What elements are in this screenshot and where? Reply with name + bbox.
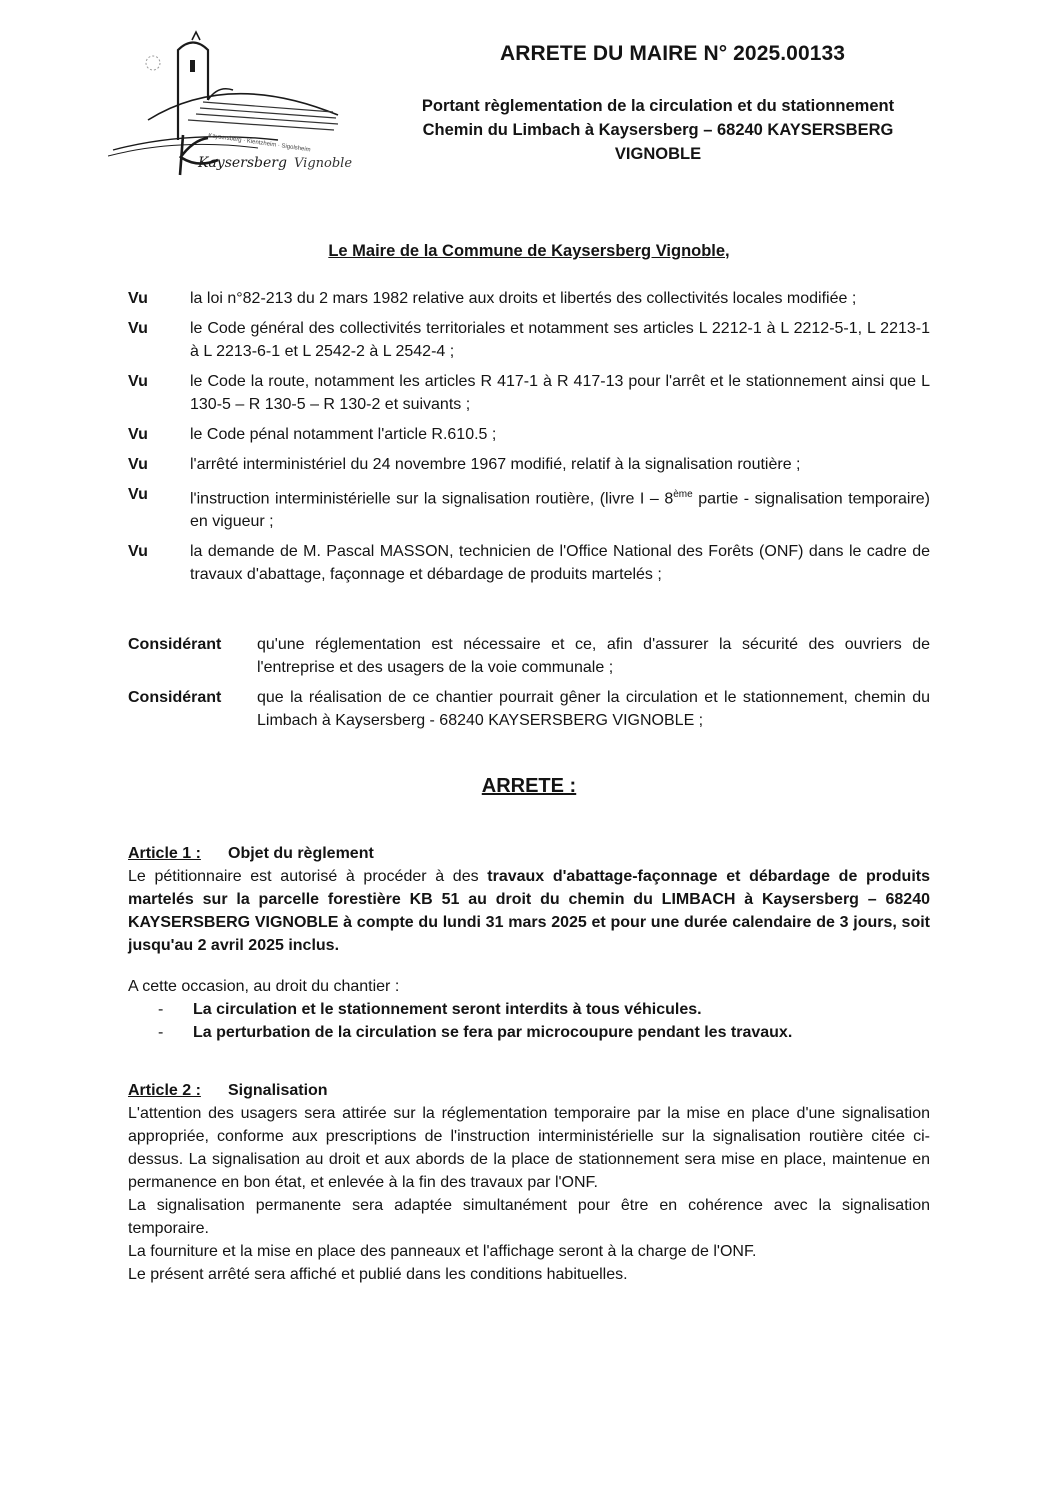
- arrete-heading: ARRETE :: [481, 775, 577, 797]
- considerant-text: qu'une réglementation est nécessaire et ce, afin d'assurer la sécurité des ouvriers de l'entreprise et des usagers de la voie communale ;: [257, 636, 930, 676]
- subtitle-line: Chemin du Limbach à Kaysersberg – 68240 KAYSERSBERG: [422, 121, 894, 139]
- vu-text: la loi n°82-213 du 2 mars 1982 relative aux droits et libertés des collectivités locales modifiée ;: [190, 290, 857, 307]
- considerant-label: Considérant: [128, 636, 222, 653]
- vu-item: [128, 423, 930, 446]
- vu-label: Vu: [128, 543, 148, 561]
- bullet-item: - La perturbation de la circulation se fera par microcoupure pendant les travaux.: [128, 1021, 930, 1044]
- vu-label: Vu: [128, 320, 148, 337]
- considerant-item: [128, 686, 930, 732]
- vu-label: Vu: [128, 373, 148, 390]
- bullet-item: - La circulation et le stationnement seront interdits à tous véhicules.: [128, 998, 930, 1021]
- article-paragraph: La fourniture et la mise en place des panneaux et l'affichage seront à la charge de l'ONF.: [128, 1243, 757, 1260]
- article-paragraph: Le pétitionnaire est autorisé à procéder à des travaux d'abattage-façonnage et débardage de produits martelés sur la parcelle forestière KB 51 au droit du chemin du LIMBACH à Kaysersberg – 68240 KAYSERSBERG VIGNOBLE à compte du lundi 31 mars 2025 et pour une durée calendaire de 3 jours, soit jusqu'au 2 avril 2025 inclus.: [128, 868, 931, 954]
- vu-list: [128, 287, 930, 593]
- article-number: Article 2 :: [128, 1082, 201, 1099]
- article-heading: [128, 1079, 930, 1102]
- vu-label: Vu: [128, 290, 148, 307]
- vu-item: [128, 483, 930, 533]
- kaysersberg-vignoble-logo-icon: [108, 30, 370, 180]
- logo-brand: Vignoble: [294, 156, 353, 171]
- considerant-text: que la réalisation de ce chantier pourrait gêner la circulation et le stationnement, chemin du Limbach à Kaysersberg - 68240 KAYSERSBERG VIGNOBLE ;: [257, 689, 930, 729]
- article-2: [128, 1079, 930, 1286]
- article-1: [128, 842, 930, 1044]
- logo-town: Kaysersberg: [198, 155, 287, 171]
- vu-label: Vu: [128, 426, 148, 443]
- vu-text: le Code la route, notamment les articles R 417-1 à R 417-13 pour l'arrêt et le stationnement ainsi que L 130-5 – R 130-5 – R 130-2 et suivants ;: [190, 373, 930, 413]
- vu-text: l'instruction interministérielle sur la signalisation routière, (livre I – 8ème partie - signalisation temporaire) en vigueur ;: [190, 489, 930, 531]
- considerant-item: [128, 633, 930, 679]
- vu-item: [128, 370, 930, 416]
- vu-text: l'arrêté interministériel du 24 novembre 1967 modifié, relatif à la signalisation routière ;: [190, 456, 801, 473]
- vu-text: le Code général des collectivités territoriales et notamment ses articles L 2212-1 à L 2212-5-1, L 2213-1 à L 2213-6-1 et L 2542-2 à L 2542-4 ;: [190, 320, 930, 360]
- article-paragraph: La signalisation permanente sera adaptée simultanément pour être en cohérence avec la signalisation temporaire.: [128, 1197, 930, 1237]
- article-number: Article 1 :: [128, 845, 201, 862]
- subtitle-line: Portant règlementation de la circulation et du stationnement: [421, 97, 895, 115]
- vu-label: Vu: [128, 456, 148, 473]
- considerant-list: [128, 633, 930, 739]
- logo-villages: Kaysersberg · Kientzheim · Sigolsheim: [207, 133, 311, 154]
- vu-item: [128, 317, 930, 363]
- authority-heading: Le Maire de la Commune de Kaysersberg Vignoble,: [328, 242, 730, 260]
- document-subtitle: [385, 94, 931, 166]
- article-title: Signalisation: [228, 1082, 328, 1099]
- bullet-list: [128, 998, 930, 1044]
- commune-logo: [108, 30, 370, 180]
- article-heading: [128, 842, 930, 865]
- document-title: ARRETE DU MAIRE N° 2025.00133: [500, 42, 846, 65]
- vu-item: [128, 287, 930, 310]
- subtitle-line: VIGNOBLE: [614, 145, 702, 163]
- considerant-label: Considérant: [128, 689, 222, 706]
- article-paragraph: A cette occasion, au droit du chantier :: [128, 978, 400, 995]
- vu-item: [128, 540, 930, 586]
- article-title: Objet du règlement: [228, 845, 374, 862]
- vu-label: Vu: [128, 486, 148, 503]
- vu-item: [128, 453, 930, 476]
- article-paragraph: Le présent arrêté sera affiché et publié dans les conditions habituelles.: [128, 1266, 628, 1283]
- vu-text: la demande de M. Pascal MASSON, technicien de l'Office National des Forêts (ONF) dans le cadre de travaux d'abattage, façonnage et débardage de produits martelés ;: [190, 543, 930, 584]
- vu-text: le Code pénal notamment l'article R.610.5 ;: [190, 426, 497, 443]
- article-paragraph: L'attention des usagers sera attirée sur la réglementation temporaire par la mise en place d'une signalisation appropriée, conforme aux prescriptions de l'instruction interministérielle sur la signalisation routière citée ci-dessus. La signalisation au droit et aux abords de la place de stationnement sera mise en place, maintenue en permanence en bon état, et enlevée à la fin des travaux par l'ONF.: [128, 1105, 930, 1191]
